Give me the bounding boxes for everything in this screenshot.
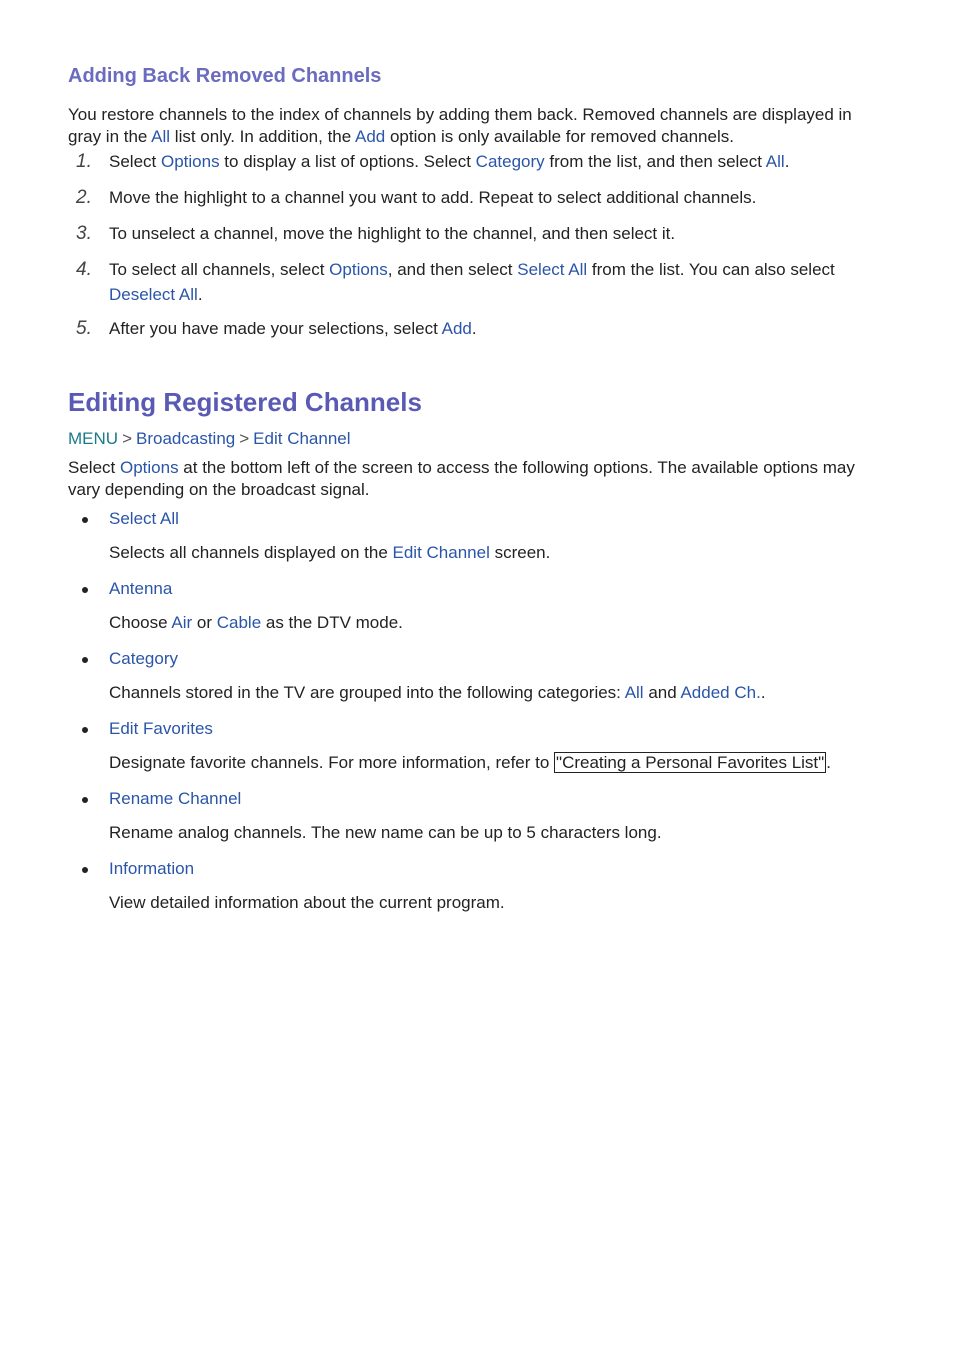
breadcrumb	[68, 428, 888, 450]
option-item-antenna	[68, 578, 888, 634]
step-number: 4.	[76, 259, 92, 280]
option-title: Select All	[109, 509, 179, 528]
document-page	[68, 62, 888, 914]
step-item: 2. Move the highlight to a channel you want to add. Repeat to select additional channels.	[76, 187, 757, 208]
option-description: Designate favorite channels. For more information, refer to "Creating a Personal Favorites List" .	[109, 753, 831, 772]
section2-intro: Select Options at the bottom left of the screen to access the following options. The available options may vary depending on the broadcast signal.	[68, 458, 855, 499]
step-item: 3. To unselect a channel, move the highlight to the channel, and then select it.	[76, 223, 676, 244]
option-item-information	[68, 858, 888, 914]
bullet-icon	[82, 657, 88, 663]
steps-list	[68, 149, 888, 341]
option-title: Rename Channel	[109, 789, 242, 808]
step-number: 2.	[76, 187, 92, 208]
breadcrumb-edit-channel: Edit Channel	[253, 429, 351, 448]
step-number: 5.	[76, 318, 92, 339]
option-title: Edit Favorites	[109, 719, 213, 738]
section-heading-editing-registered: Editing Registered Channels	[68, 387, 422, 417]
bullet-icon	[82, 797, 88, 803]
section-heading-adding-back: Adding Back Removed Channels	[68, 65, 382, 87]
option-description: Choose Air or Cable as the DTV mode.	[109, 613, 403, 632]
step-number: 1.	[76, 151, 92, 172]
option-item-select-all	[68, 508, 888, 564]
breadcrumb-separator: >	[239, 429, 250, 448]
option-item-edit-favorites	[68, 718, 888, 774]
option-title: Information	[109, 859, 195, 878]
favorites-list-link[interactable]: "Creating a Personal Favorites List"	[556, 753, 825, 772]
breadcrumb-broadcasting: Broadcasting	[136, 429, 236, 448]
bullet-icon	[82, 867, 88, 873]
option-title: Antenna	[109, 579, 173, 598]
step-item: 4. To select all channels, select Options, and then select Select All from the list. You can also select Deselect All.	[76, 259, 835, 304]
bullet-icon	[82, 517, 88, 523]
step-number: 3.	[76, 223, 92, 244]
option-description: Channels stored in the TV are grouped into the following categories: All and Added Ch..	[109, 683, 766, 702]
breadcrumb-separator: >	[122, 429, 132, 448]
bullet-icon	[82, 587, 88, 593]
option-description: View detailed information about the current program.	[109, 893, 505, 912]
option-item-rename-channel	[68, 788, 888, 844]
keyword-all: All	[151, 127, 171, 146]
step-item: 5. After you have made your selections, select Add.	[76, 318, 477, 339]
option-item-category	[68, 648, 888, 704]
step-item: 1. Select Options to display a list of options. Select Category from the list, and then select All.	[76, 151, 790, 172]
breadcrumb-menu: MENU	[68, 429, 119, 448]
bullet-icon	[82, 727, 88, 733]
option-description: Rename analog channels. The new name can be up to 5 characters long.	[109, 823, 662, 842]
section1-intro: You restore channels to the index of channels by adding them back. Removed channels are displayed in gray in the All list only. In addition, the Add option is only available for removed channels.	[68, 105, 852, 146]
keyword-add: Add	[355, 127, 386, 146]
option-title: Category	[109, 649, 178, 668]
options-list	[68, 508, 888, 914]
option-description: Selects all channels displayed on the Edit Channel screen.	[109, 543, 551, 562]
